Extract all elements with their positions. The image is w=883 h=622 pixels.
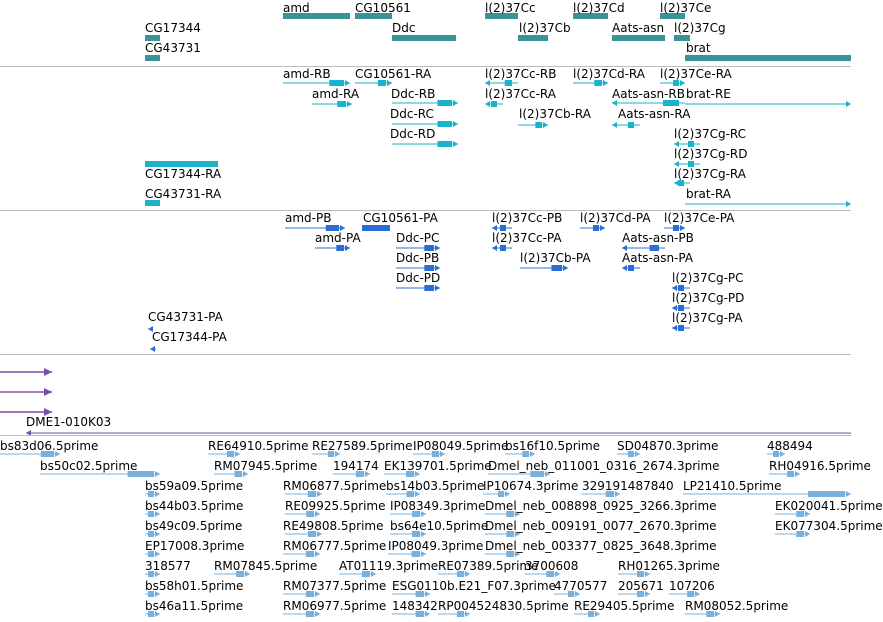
feature-label: CG43731: [145, 41, 201, 55]
feature-label: 318577: [145, 559, 191, 573]
feature-label: RM06977.5prime: [283, 599, 387, 613]
feature-label: IP10674.3prime: [483, 479, 579, 493]
feature-label: Ddc-PD: [396, 271, 441, 285]
feature-label: brat-RA: [686, 187, 731, 201]
feature-label: RE29405.5prime: [574, 599, 675, 613]
feature-label: bs50c02.5prime: [40, 459, 138, 473]
feature-label: EP17008.3prime: [145, 539, 245, 553]
feature-label: Aats-asn-PA: [622, 251, 694, 265]
feature-label: 205671: [618, 579, 664, 593]
feature-label: Ddc-RC: [390, 107, 434, 121]
feature-label: l(2)37Cd: [573, 1, 625, 15]
feature-label: l(2)37Cg-PD: [672, 291, 745, 305]
feature-label: RP004524830.5prime: [438, 599, 569, 613]
feature-label: amd-RB: [283, 67, 331, 81]
feature-label: l(2)37Ce-RA: [660, 67, 732, 81]
feature-label: l(2)37Cd-RA: [573, 67, 645, 81]
feature-label: l(2)37Ce-PA: [664, 211, 735, 225]
feature-label: Aats-asn-PB: [622, 231, 694, 245]
feature-label: bs16f10.5prime: [505, 439, 601, 453]
feature-label: brat: [686, 41, 711, 55]
feature-label: RM06777.5prime: [283, 539, 387, 553]
feature-label: EK139701.5prime: [384, 459, 492, 473]
feature-label: RH01265.3prime: [618, 559, 720, 573]
feature-label: EK020041.5prime: [775, 499, 883, 513]
feature-label: bs58h01.5prime: [145, 579, 244, 593]
feature-label: CG17344: [145, 21, 201, 35]
feature-label: l(2)37Cg: [674, 21, 726, 35]
feature-label: bs64e10.5prime: [390, 519, 489, 533]
feature-label: Ddc-PC: [396, 231, 440, 245]
feature-label: bs44b03.5prime: [145, 499, 244, 513]
feature-label: CG43731-RA: [145, 187, 222, 201]
feature-label: SD04870.3prime: [617, 439, 719, 453]
feature-label: RM07845.5prime: [214, 559, 318, 573]
feature-label: l(2)37Cc-PA: [492, 231, 562, 245]
feature-label: l(2)37Ce: [660, 1, 712, 15]
feature-label: Aats-asn-RB: [612, 87, 685, 101]
feature-label: CG10561-PA: [363, 211, 438, 225]
feature-label: amd-RA: [312, 87, 360, 101]
feature-label: Ddc-RB: [391, 87, 436, 101]
feature-label: CG43731-PA: [148, 310, 223, 324]
feature-label: Dmel_neb_009191_0077_2670.3prime: [485, 519, 717, 533]
protein-track: [0, 211, 851, 354]
feature-label: l(2)37Cd-PA: [580, 211, 651, 225]
feature-label: l(2)37Cg-PA: [672, 311, 743, 325]
feature-label: l(2)37Cc-PB: [492, 211, 563, 225]
feature-label: l(2)37Cg-RD: [674, 147, 748, 161]
feature-label: l(2)37Cb: [519, 21, 571, 35]
feature-label: Ddc: [392, 21, 416, 35]
feature-label: CG10561: [355, 1, 411, 15]
feature-label: l(2)37Cc-RA: [485, 87, 556, 101]
est-track: [0, 436, 883, 622]
feature-label: CG10561-RA: [355, 67, 432, 81]
feature-label: RE64910.5prime: [208, 439, 309, 453]
feature-label: bs14b03.5prime: [386, 479, 485, 493]
feature-label: bs83d06.5prime: [0, 439, 99, 453]
gene-track: [0, 0, 851, 66]
feature-label: Ddc-PB: [396, 251, 440, 265]
transcript-track: [0, 67, 851, 210]
dna-alignment-track: [0, 355, 851, 435]
feature-label: amd: [283, 1, 310, 15]
feature-label: l(2)37Cc-RB: [485, 67, 557, 81]
feature-label: RE07389.5prime: [438, 559, 539, 573]
feature-label: amd-PB: [285, 211, 332, 225]
feature-label: RH04916.5prime: [769, 459, 871, 473]
feature-label: 148342: [392, 599, 438, 613]
feature-label: 107206: [669, 579, 715, 593]
feature-label: RM07377.5prime: [283, 579, 387, 593]
feature-label: l(2)37Cg-RA: [674, 167, 746, 181]
feature-label: CG17344-RA: [145, 167, 222, 181]
feature-label: IP08049.3prime: [388, 539, 484, 553]
feature-label: Aats-asn: [612, 21, 665, 35]
feature-label: Dmel_neb_008898_0925_3266.3prime: [485, 499, 717, 513]
feature-label: AT01119.3prime: [339, 559, 439, 573]
feature-label: bs49c09.5prime: [145, 519, 243, 533]
feature-label: 329191487840: [582, 479, 674, 493]
feature-label: bs46a11.5prime: [145, 599, 244, 613]
feature-label: RM07945.5prime: [214, 459, 318, 473]
feature-label: RE27589.5prime: [312, 439, 413, 453]
feature-label: RM06877.5prime: [283, 479, 387, 493]
feature-label: 488494: [767, 439, 813, 453]
feature-label: l(2)37Cc: [485, 1, 536, 15]
feature-label: ESG0110b.E21_F07.3prime: [392, 579, 556, 593]
feature-label: Dmel_neb_003377_0825_3648.3prime: [485, 539, 717, 553]
feature-label: Aats-asn-RA: [618, 107, 691, 121]
feature-label: bs59a09.5prime: [145, 479, 244, 493]
feature-label: l(2)37Cg-PC: [672, 271, 744, 285]
feature-label: RE49808.5prime: [283, 519, 384, 533]
feature-label: Dmel_neb_011001_0316_2674.3prime: [488, 459, 720, 473]
feature-label: l(2)37Cg-RC: [674, 127, 747, 141]
feature-label: l(2)37Cb-RA: [519, 107, 591, 121]
feature-label: EK077304.5prime: [775, 519, 883, 533]
feature-label: IP08349.3prime: [390, 499, 486, 513]
feature-label: amd-PA: [315, 231, 361, 245]
feature-label: 4770577: [554, 579, 608, 593]
feature-label: IP08049.5prime: [413, 439, 509, 453]
feature-label: CG17344-PA: [152, 330, 227, 344]
feature-label: RE09925.5prime: [285, 499, 386, 513]
feature-label: Ddc-RD: [390, 127, 436, 141]
feature-label: LP21410.5prime: [683, 479, 782, 493]
feature-label: brat-RE: [686, 87, 731, 101]
feature-label: DME1-010K03: [26, 415, 112, 429]
feature-label: 194174: [333, 459, 379, 473]
feature-label: l(2)37Cb-PA: [520, 251, 591, 265]
feature-label: RM08052.5prime: [685, 599, 789, 613]
feature-label: 3700608: [525, 559, 579, 573]
